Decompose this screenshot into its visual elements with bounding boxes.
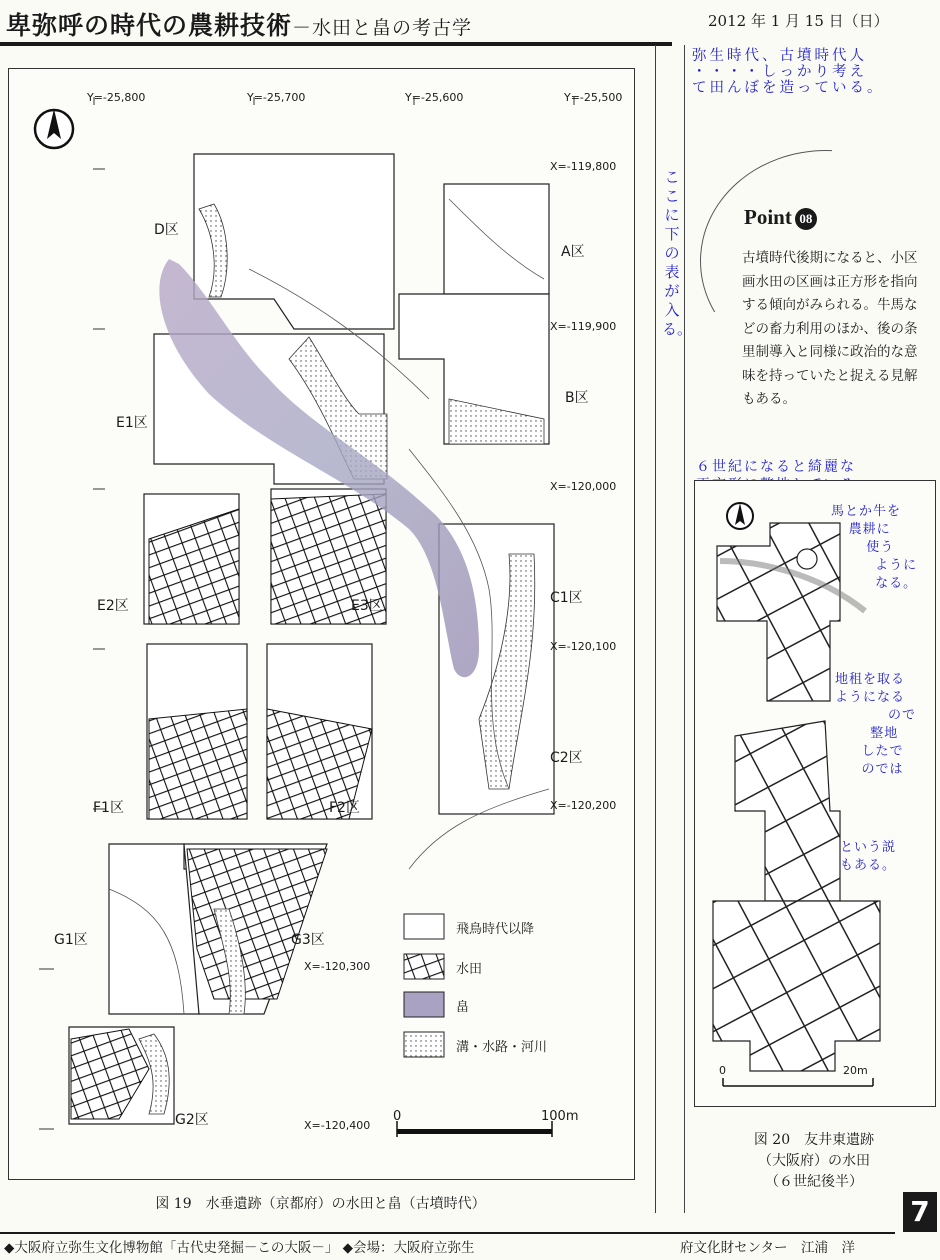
area-label-g3: G3区 — [291, 932, 325, 948]
point-label: Point — [744, 205, 792, 229]
area-label-b: B区 — [565, 390, 589, 406]
point-body: 古墳時代後期になると、小区画水田の区画は正方形を指向する傾向がみられる。牛馬などの畜力利用のほか、後の条里制導入と同様に政治的な意味を持っていたと捉える見解もある。 — [742, 250, 918, 407]
fig20-caption-line-1: 図 20 友井東遺跡 — [753, 1132, 875, 1148]
fig20-caption-line-2: （大阪府）の水田 — [758, 1153, 870, 1169]
handwritten-note-oxen: 馬とか牛を 農耕に 使う ように なる。 — [831, 504, 918, 591]
issue-date: 2012 年 1 月 15 日（日） — [708, 12, 889, 30]
area-label-c2: C2区 — [550, 750, 583, 766]
area-label-g2: G2区 — [175, 1112, 209, 1128]
fig20-scale-bar — [723, 1078, 873, 1086]
annotation-divider — [655, 45, 656, 1213]
area-label-e3: E3区 — [351, 598, 383, 614]
area-label-a: A区 — [561, 244, 585, 260]
footer-right: 府文化財センター 江浦 洋 — [680, 1240, 855, 1256]
page-title — [6, 6, 472, 42]
legend-hatake: 畠 — [456, 1000, 470, 1015]
page-number: 7 — [903, 1192, 937, 1232]
coord-x-6: X=-120,300 — [304, 960, 371, 973]
footer-rule — [0, 1232, 895, 1234]
area-label-f1: F1区 — [93, 800, 124, 816]
point-number: 08 — [795, 208, 817, 230]
coord-x-3: X=-120,000 — [550, 480, 617, 493]
area-label-e1: E1区 — [116, 415, 148, 431]
coord-y-3: Y=-25,600 — [405, 91, 464, 104]
column-divider — [684, 45, 685, 1213]
north-arrow-icon — [35, 109, 73, 148]
fig20-scale-start: 0 — [719, 1064, 726, 1077]
handwritten-note-vertical: ここに下の表が入る。 — [662, 168, 693, 338]
handwritten-note-middle: ６世紀になると綺麗な — [696, 459, 856, 475]
fig20-scale-end: 20m — [843, 1064, 868, 1077]
legend-paddy: 水田 — [456, 962, 483, 977]
area-label-c1: C1区 — [550, 590, 583, 606]
coord-x-4: X=-120,100 — [550, 640, 617, 653]
figure-20-caption — [694, 1130, 934, 1193]
coord-y-1: Y=-25,800 — [87, 91, 146, 104]
fig19-scale-end: 100m — [541, 1109, 579, 1124]
header-rule — [0, 42, 672, 46]
legend-stream: 溝・水路・河川 — [456, 1040, 548, 1055]
area-label-f2: F2区 — [329, 800, 360, 816]
figure-19-drawing — [9, 69, 634, 1179]
fig19-scale-start: 0 — [393, 1109, 402, 1124]
fig20-caption-line-3: （６世紀後半） — [765, 1174, 863, 1190]
point-heading — [744, 205, 817, 230]
handwritten-note-tax: 地租を取る ようになる ので 整地 したで のでは — [835, 672, 916, 777]
handwritten-note-theory: という説 もある。 — [840, 840, 897, 873]
coord-x-1: X=-119,800 — [550, 160, 617, 173]
title-sub: －水田と畠の考古学 — [292, 17, 473, 39]
legend-asuka: 飛鳥時代以降 — [456, 922, 535, 937]
area-label-g1: G1区 — [54, 932, 88, 948]
coord-x-2: X=-119,900 — [550, 320, 617, 333]
figure-19-caption: 図 19 水垂遺跡（京都府）の水田と畠（古墳時代） — [155, 1196, 486, 1212]
title-main: 卑弥呼の時代の農耕技術 — [6, 11, 293, 40]
footer-left: ◆大阪府立弥生文化博物館「古代史発掘－この大阪－」 ◆会場：大阪府立弥生 — [4, 1240, 475, 1256]
fig20-north-arrow-icon — [727, 503, 753, 529]
area-label-d: D区 — [154, 222, 179, 238]
coord-x-5: X=-120,200 — [550, 799, 617, 812]
coord-y-2: Y=-25,700 — [247, 91, 306, 104]
fig19-scale-bar — [397, 1121, 552, 1137]
area-label-e2: E2区 — [97, 598, 129, 614]
figure-19-map — [8, 68, 635, 1180]
figure-20-map — [694, 480, 936, 1107]
handwritten-note-top: 弥生時代、古墳時代人 ・・・・しっかり考え て田んぼを造っている。 — [692, 48, 885, 96]
coord-y-4: Y=-25,500 — [564, 91, 623, 104]
coord-x-7: X=-120,400 — [304, 1119, 371, 1132]
